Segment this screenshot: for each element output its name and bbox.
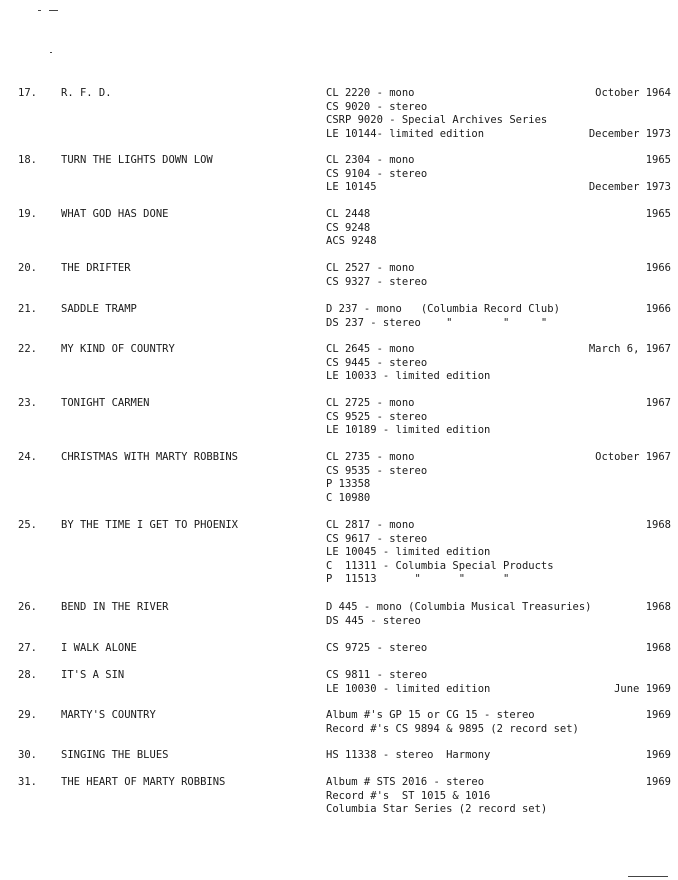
release-line xyxy=(326,343,671,357)
release-date: 1968 xyxy=(645,601,671,613)
scan-speck xyxy=(628,876,668,877)
release-line xyxy=(326,154,671,168)
catalog-text: CS 9104 - stereo xyxy=(326,167,428,180)
release-line xyxy=(326,546,671,560)
album-number: 23. xyxy=(18,397,37,409)
catalog-text: LE 10033 - limited edition xyxy=(326,370,491,382)
release-line xyxy=(326,776,671,790)
release-line xyxy=(326,803,671,817)
release-line xyxy=(326,357,671,371)
album-number: 22. xyxy=(18,343,37,355)
catalog-text: DS 445 - stereo xyxy=(326,614,421,627)
catalog-text: P 13358 xyxy=(326,478,371,490)
album-title: THE HEART OF MARTY ROBBINS xyxy=(61,776,226,788)
album-title: WHAT GOD HAS DONE xyxy=(61,208,169,220)
release-list xyxy=(326,776,671,817)
release-line xyxy=(326,411,671,425)
album-title: MARTY'S COUNTRY xyxy=(61,709,156,721)
catalog-text: C 10980 xyxy=(326,491,371,504)
catalog-text: CL 2304 - mono xyxy=(326,154,415,166)
release-line xyxy=(326,615,671,629)
release-line xyxy=(326,87,671,101)
release-list xyxy=(326,451,671,505)
album-title: THE DRIFTER xyxy=(61,262,131,274)
release-list xyxy=(326,709,671,736)
release-date: 1968 xyxy=(645,642,671,654)
release-line xyxy=(326,128,671,142)
release-list xyxy=(326,642,671,656)
release-date: October 1967 xyxy=(595,451,671,463)
release-line xyxy=(326,262,671,276)
album-number: 24. xyxy=(18,451,37,463)
catalog-text: CL 2817 - mono xyxy=(326,519,415,531)
catalog-text: Album # STS 2016 - stereo xyxy=(326,776,485,788)
catalog-text: CSRP 9020 - Special Archives Series xyxy=(326,114,548,126)
catalog-text: CL 2725 - mono xyxy=(326,397,415,409)
catalog-text: DS 237 - stereo " " " xyxy=(326,316,548,329)
release-line xyxy=(326,642,671,656)
album-number: 21. xyxy=(18,303,37,315)
release-date: June 1969 xyxy=(614,682,671,695)
album-number: 29. xyxy=(18,709,37,721)
catalog-text: CL 2645 - mono xyxy=(326,343,415,355)
scan-speck xyxy=(38,10,41,11)
release-list xyxy=(326,262,671,289)
catalog-text: CS 9617 - stereo xyxy=(326,532,428,545)
scan-speck xyxy=(49,10,58,11)
release-date: March 6, 1967 xyxy=(588,343,671,355)
album-title: SADDLE TRAMP xyxy=(61,303,137,315)
catalog-text: CS 9327 - stereo xyxy=(326,275,428,288)
catalog-text: CS 9020 - stereo xyxy=(326,100,428,113)
album-title: BY THE TIME I GET TO PHOENIX xyxy=(61,519,239,531)
release-line xyxy=(326,397,671,411)
release-line xyxy=(326,533,671,547)
catalog-text: CS 9248 xyxy=(326,221,371,234)
release-date: 1969 xyxy=(645,749,671,761)
album-number: 19. xyxy=(18,208,37,220)
release-date: December 1973 xyxy=(588,181,671,193)
release-date: 1965 xyxy=(645,154,671,166)
album-title: I WALK ALONE xyxy=(61,642,137,654)
catalog-text: LE 10144- limited edition xyxy=(326,127,485,140)
album-title: R. F. D. xyxy=(61,87,112,99)
album-number: 17. xyxy=(18,87,37,99)
release-line xyxy=(326,519,671,533)
catalog-text: CS 9445 - stereo xyxy=(326,356,428,369)
catalog-text: CL 2220 - mono xyxy=(326,87,415,99)
catalog-text: Record #'s CS 9894 & 9895 (2 record set) xyxy=(326,722,579,735)
release-line xyxy=(326,370,671,384)
album-title: BEND IN THE RIVER xyxy=(61,601,169,613)
release-line xyxy=(326,181,671,195)
album-number: 27. xyxy=(18,642,37,654)
release-list xyxy=(326,87,671,141)
release-line xyxy=(326,208,671,222)
catalog-text: ACS 9248 xyxy=(326,235,377,247)
release-list xyxy=(326,208,671,249)
release-line xyxy=(326,235,671,249)
release-line xyxy=(326,601,671,615)
album-title: CHRISTMAS WITH MARTY ROBBINS xyxy=(61,451,239,463)
release-line xyxy=(326,114,671,128)
album-number: 26. xyxy=(18,601,37,613)
catalog-text: Record #'s ST 1015 & 1016 xyxy=(326,789,491,802)
album-number: 28. xyxy=(18,669,37,681)
release-line xyxy=(326,424,671,438)
release-date: December 1973 xyxy=(588,127,671,140)
release-line xyxy=(326,451,671,465)
catalog-text: CS 9811 - stereo xyxy=(326,669,428,681)
release-line xyxy=(326,723,671,737)
catalog-text: LE 10045 - limited edition xyxy=(326,546,491,558)
album-number: 18. xyxy=(18,154,37,166)
catalog-text: D 237 - mono (Columbia Record Club) xyxy=(326,303,560,315)
catalog-text: P 11513 " " " xyxy=(326,573,510,585)
catalog-text: C 11311 - Columbia Special Products xyxy=(326,559,554,572)
release-date: 1969 xyxy=(645,776,671,788)
catalog-text: HS 11338 - stereo Harmony xyxy=(326,749,491,761)
release-list xyxy=(326,601,671,628)
catalog-text: CS 9725 - stereo xyxy=(326,642,428,654)
album-title: TONIGHT CARMEN xyxy=(61,397,150,409)
release-list xyxy=(326,154,671,195)
catalog-text: CL 2735 - mono xyxy=(326,451,415,463)
album-title: MY KIND OF COUNTRY xyxy=(61,343,175,355)
catalog-text: Columbia Star Series (2 record set) xyxy=(326,803,548,815)
release-line xyxy=(326,573,671,587)
release-list xyxy=(326,749,671,763)
release-line xyxy=(326,465,671,479)
catalog-text: LE 10145 xyxy=(326,181,377,193)
release-line xyxy=(326,560,671,574)
release-line xyxy=(326,222,671,236)
release-date: 1965 xyxy=(645,208,671,220)
scan-speck xyxy=(50,52,52,53)
release-line xyxy=(326,168,671,182)
release-list xyxy=(326,343,671,384)
catalog-text: D 445 - mono (Columbia Musical Treasuries) xyxy=(326,601,592,613)
release-line xyxy=(326,749,671,763)
catalog-text: CS 9535 - stereo xyxy=(326,464,428,477)
release-list xyxy=(326,519,671,587)
album-number: 25. xyxy=(18,519,37,531)
album-title: TURN THE LIGHTS DOWN LOW xyxy=(61,154,213,166)
release-line xyxy=(326,709,671,723)
release-line xyxy=(326,492,671,506)
catalog-text: CL 2527 - mono xyxy=(326,262,415,274)
release-list xyxy=(326,303,671,330)
release-line xyxy=(326,478,671,492)
release-list xyxy=(326,397,671,438)
album-number: 20. xyxy=(18,262,37,274)
release-line xyxy=(326,669,671,683)
release-line xyxy=(326,276,671,290)
release-date: 1969 xyxy=(645,709,671,721)
album-number: 31. xyxy=(18,776,37,788)
release-list xyxy=(326,669,671,696)
release-line xyxy=(326,101,671,115)
album-title: IT'S A SIN xyxy=(61,669,125,681)
release-line xyxy=(326,790,671,804)
catalog-text: Album #'s GP 15 or CG 15 - stereo xyxy=(326,709,535,721)
catalog-text: CL 2448 xyxy=(326,208,371,220)
release-line xyxy=(326,317,671,331)
release-date: 1968 xyxy=(645,519,671,531)
catalog-text: CS 9525 - stereo xyxy=(326,410,428,423)
release-date: 1967 xyxy=(645,397,671,409)
catalog-text: LE 10030 - limited edition xyxy=(326,682,491,695)
album-title: SINGING THE BLUES xyxy=(61,749,169,761)
release-date: October 1964 xyxy=(595,87,671,99)
catalog-text: LE 10189 - limited edition xyxy=(326,424,491,436)
release-line xyxy=(326,683,671,697)
release-date: 1966 xyxy=(645,303,671,315)
release-date: 1966 xyxy=(645,262,671,274)
release-line xyxy=(326,303,671,317)
album-number: 30. xyxy=(18,749,37,761)
